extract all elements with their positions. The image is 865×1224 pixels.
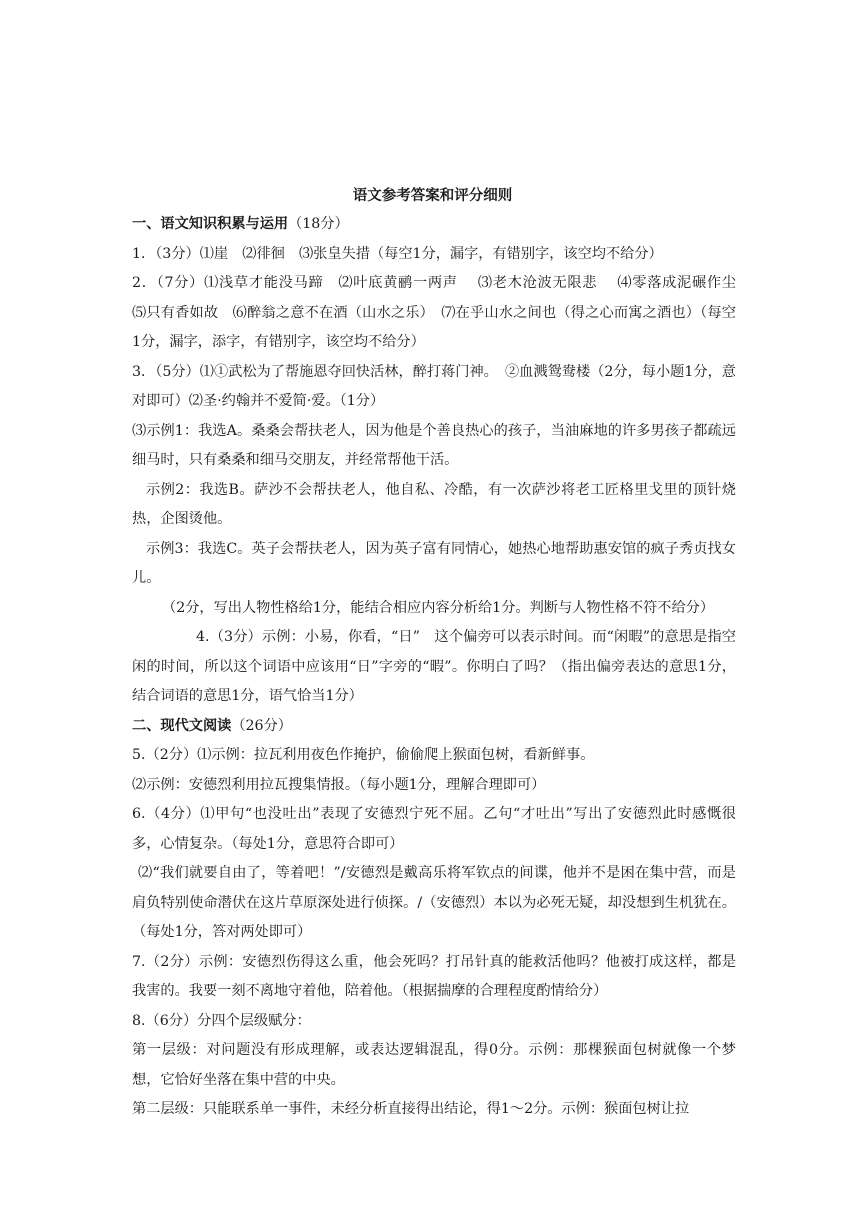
section-heading (132, 712, 736, 742)
answer-paragraph: 示例3：我选C。英子会帮扶老人，因为英子富有同情心，她热心地帮助惠安馆的疯子秀贞找女儿。 (132, 540, 736, 586)
answer-paragraph: （2分，写出人物性格给1分，能结合相应内容分析给1分。判断与人物性格不符不给分） (162, 599, 715, 616)
section-score: （26分） (231, 717, 292, 734)
answer-paragraph: 5.（2分）⑴示例：拉瓦利用夜色作掩护，偷偷爬上猴面包树，看新鲜事。 (132, 747, 595, 763)
section-heading (132, 210, 736, 240)
answer-paragraph: 第二层级：只能联系单一事件，未经分析直接得出结论，得1～2分。示例：猴面包树让拉 (132, 1101, 690, 1117)
page-title: 语文参考答案和评分细则 (352, 187, 513, 204)
section-heading-text: 二、现代文阅读 (132, 717, 232, 734)
answer-paragraph: 1．（3分）⑴崖 ⑵徘徊 ⑶张皇失措（每空1分，漏字，有错别字，该空均不给分） (132, 245, 663, 262)
answer-paragraph: ⑵“我们就要自由了，等着吧！”/安德烈是戴高乐将军钦点的间谍，他并不是困在集中营，而是肩负特别使命潜伏在这片草原深处进行侦探。/（安德烈）本以为必死无疑，却没想到生机犹在。（每处1分，答对两处即可） (132, 865, 736, 940)
answer-paragraph: 7.（2分）示例：安德烈伤得这么重，他会死吗？打吊针真的能救活他吗？他被打成这样，都是我害的。我要一刻不离地守着他，陪着他。（根据揣摩的合理程度酌情给分） (132, 953, 736, 999)
answer-paragraph: ⑶示例1：我选A。桑桑会帮扶老人，因为他是个善良热心的孩子，当油麻地的许多男孩子都疏远细马时，只有桑桑和细马交朋友，并经常帮他干活。 (132, 422, 736, 468)
answer-paragraph: 2．（7分）⑴浅草才能没马蹄 ⑵叶底黄鹂一两声 ⑶老木沧波无限悲 ⑷零落成泥碾作尘 ⑸只有香如故 ⑹醉翁之意不在酒（山水之乐） ⑺在乎山水之间也（得之心而寓之酒也）（每空1分，漏字，添字，有错别字，该空均不给分） (132, 275, 755, 350)
answer-paragraph: 第一层级：对问题没有形成理解，或表达逻辑混乱，得0分。示例：那棵猴面包树就像一个梦想，它恰好坐落在集中营的中央。 (132, 1042, 736, 1088)
section-heading-text: 一、语文知识积累与运用 (132, 216, 289, 232)
answer-paragraph: 示例2：我选B。萨沙不会帮扶老人，他自私、冷酷，有一次萨沙将老工匠格里戈里的顶针烧热，企图烫他。 (132, 481, 736, 527)
answer-paragraph: 6.（4分）⑴甲句“也没吐出”表现了安德烈宁死不屈。乙句“才吐出”写出了安德烈此时感慨很多，心情复杂。（每处1分，意思符合即可） (132, 806, 736, 852)
document-body (132, 210, 755, 1125)
answer-paragraph: ⑵示例：安德烈利用拉瓦搜集情报。（每小题1分，理解合理即可） (132, 776, 546, 793)
answer-paragraph: 4.（3分）示例：小易，你看，“日” 这个偏旁可以表示时间。而“闲暇”的意思是指空闲的时间，所以这个词语中应该用“日”字旁的“暇”。你明白了吗？（指出偏旁表达的意思1分，结合词语的意思1分，语气恰当1分） (132, 629, 736, 704)
answer-paragraph: 8.（6分）分四个层级赋分： (132, 1012, 311, 1029)
section-score: （18分） (288, 216, 349, 232)
answer-paragraph: 3．（5分）⑴①武松为了帮施恩夺回快活林，醉打蒋门神。 ②血溅鸳鸯楼（2分，每小题1分，意对即可）⑵圣·约翰并不爱简·爱。（1分） (132, 363, 736, 409)
